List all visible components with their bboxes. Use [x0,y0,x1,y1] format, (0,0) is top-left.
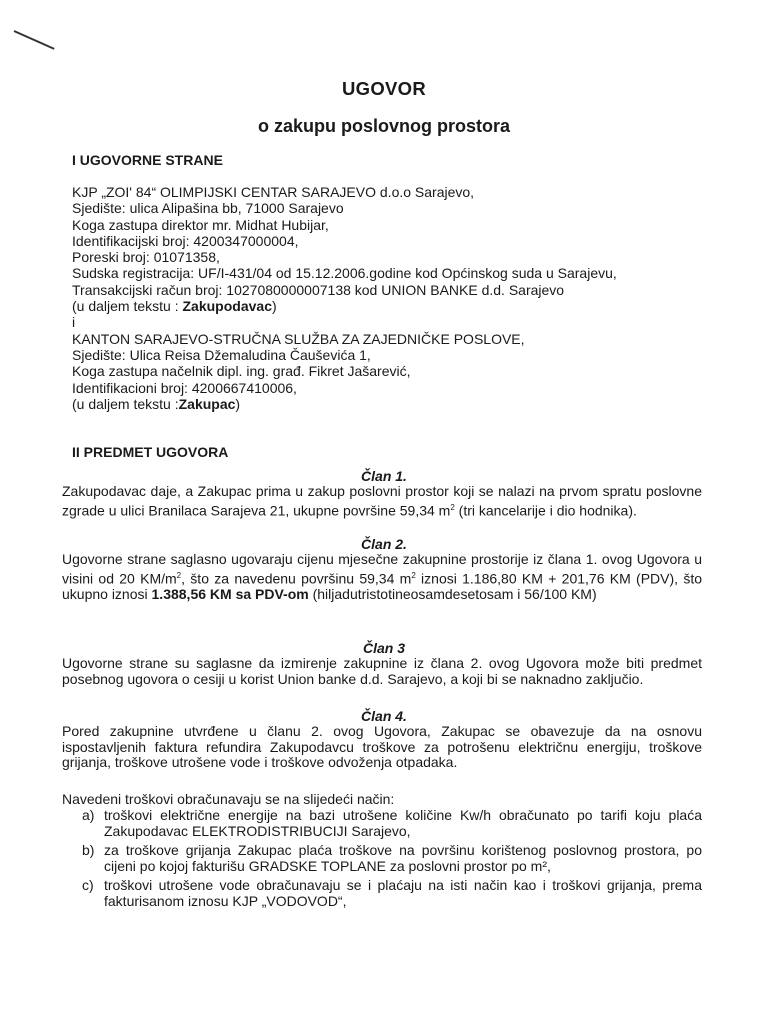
party-lessor [72,184,712,412]
article-2-heading: Član 2. [361,536,407,552]
lessee-role [72,396,712,412]
lessor-name: KJP „ZOI' 84“ OLIMPIJSKI CENTAR SARAJEVO d.o.o Sarajevo, [72,184,475,200]
article-4-heading: Član 4. [361,708,407,724]
list-item [82,878,702,909]
list-item-label: b) [82,842,95,858]
role-prefix: (u daljem tekstu : [72,395,179,412]
lessor-address: Sjedište: ulica Alipašina bb, 71000 Sarajevo [72,200,344,217]
superscript: 2 [176,570,182,580]
role-name: Zakupodavac [182,298,272,315]
costs-intro: Navedeni troškovi obračunavaju se na slijedeći način: [62,791,395,807]
lessor-court-registration: Sudska registracija: UF/I-431/04 od 15.12.2006.godine kod Općinskog suda u Sarajevu, [72,265,617,282]
section-heading-parties: I UGOVORNE STRANE [72,152,223,168]
lessee-address: Sjedište: Ulica Reisa Džemaludina Čauševića 1, [72,346,371,363]
role-name: Zakupac [178,395,236,412]
section-heading-subject: II PREDMET UGOVORA [72,444,229,460]
role-suffix: ) [235,395,241,412]
article-3-text: Ugovorne strane su saglasne da izmirenje zakupnine iz člana 2. ovog Ugovora može biti predmet posebnog ugovora o cesiji u korist Union banke d.d. Sarajevo, a koji bi se naknadno zaključio. [62,655,702,687]
lessor-tax-number: Poreski broj: 01071358, [72,249,220,266]
superscript: 2 [450,502,455,512]
lessor-role [72,298,712,314]
list-item [82,843,702,874]
document-title: UGOVOR [341,78,427,99]
list-item-label: c) [82,877,94,893]
list-item [82,808,702,839]
pen-mark [14,30,55,50]
lessee-id-number: Identifikacioni broj: 4200667410006, [72,379,297,396]
list-item-label: a) [82,807,95,823]
lessee-representative: Koga zastupa načelnik dipl. ing. građ. Fikret Jašarević, [72,363,411,380]
article-1-text [62,484,702,519]
article-1-text-a: Zakupodavac daje, a Zakupac prima u zakup poslovni prostor koji se nalazi na prvom spratu poslovne zgrade u ulici Branilaca Sarajeva 21, ukupne površine 59,34 m [62,483,702,519]
article-2-total: 1.388,56 KM sa PDV-om [151,585,309,602]
lessor-bank-account: Transakcijski račun broj: 1027080000007138 kod UNION BANKE d.d. Sarajevo [72,281,565,298]
lessor-id-number: Identifikacijski broj: 4200347000004, [72,232,299,249]
article-2-text-c: iznosi 1.186,80 KM + 201,76 KM (PDV), što ukupno iznosi [62,570,703,602]
lessee-name: KANTON SARAJEVO-STRUČNA SLUŽBA ZA ZAJEDNIČKE POSLOVE, [72,330,525,347]
role-suffix: ) [271,298,277,315]
article-1-text-b: (tri kancelarije i dio hodnika). [454,502,637,519]
list-item-text: troškovi utrošene vode obračunavaju se i plaćaju na isti način kao i troškovi grijanja, prema fakturisanom iznosu KJP „VODOVOD“, [104,877,702,909]
conjunction: i [72,314,76,331]
costs-list [82,808,702,913]
role-prefix: (u daljem tekstu : [72,298,183,315]
superscript: 2 [411,570,416,580]
document-subtitle: o zakupu poslovnog prostora [257,116,510,136]
article-3-heading: Član 3 [362,640,405,656]
article-2-text-b: , što za navedenu površinu 59,34 m [181,570,412,587]
article-1-heading: Član 1. [361,468,407,484]
lessor-representative: Koga zastupa direktor mr. Midhat Hubijar, [72,216,329,233]
article-2-text-a: Ugovorne strane saglasno ugovaraju cijenu mjesečne zakupnine prostorije iz člana 1. ovog Ugovora u visini od 20 KM/m [62,551,702,587]
list-item-text: troškovi električne energije na bazi utrošene količine Kw/h obračunato po tarifi koju plaća Zakupodavac ELEKTRODISTRIBUCIJI Sarajevo, [104,807,702,839]
list-item-text: za troškove grijanja Zakupac plaća troškove na površinu korištenog poslovnog prostora, po cijeni po kojoj fakturišu GRADSKE TOPLANE za poslovni prostor po m², [104,842,702,874]
article-2-text [62,552,702,602]
article-2-text-d: (hiljadutristotineosamdesetosam i 56/100 KM) [308,585,597,602]
article-4-text: Pored zakupnine utvrđene u članu 2. ovog Ugovora, Zakupac se obavezuje da na osnovu ispostavljenih faktura refundira Zakupodavcu troškove za potrošenu električnu energiju, troškove grijanja, troškove utrošene vode i troškove odvoženja otpadaka. [62,723,702,770]
